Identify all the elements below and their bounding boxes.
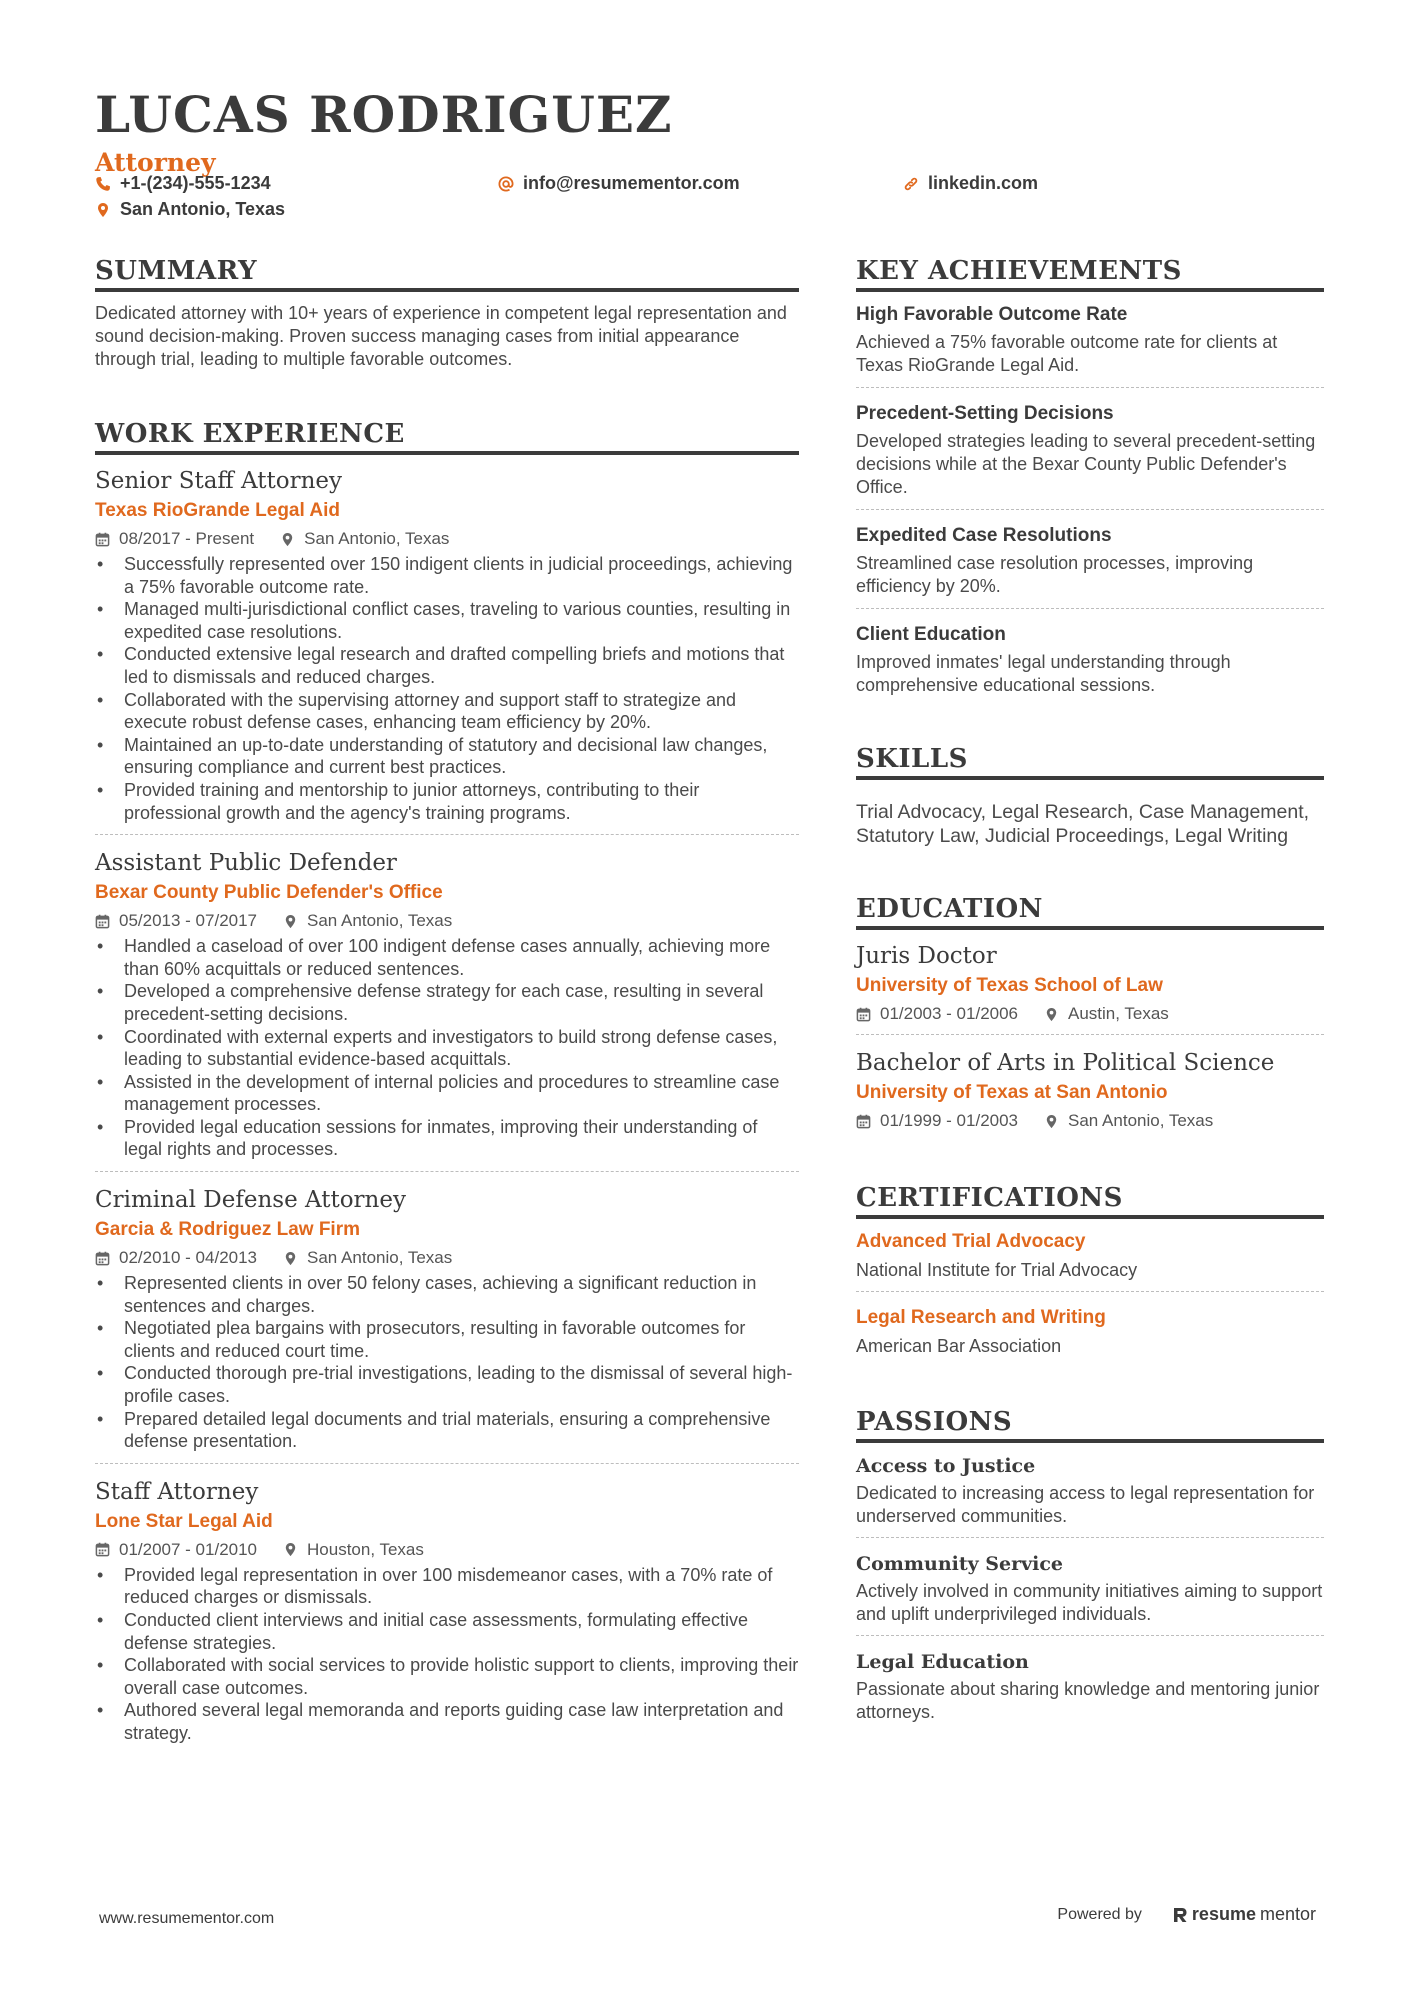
job-bullet: • Assisted in the development of internal policies and procedures to streamline case management processes. — [95, 1071, 799, 1116]
job-bullet: • Conducted extensive legal research and drafted compelling briefs and motions that led to dismissals and reduced charges. — [95, 643, 799, 688]
location-pin-icon — [95, 202, 111, 218]
job-company: Texas RioGrande Legal Aid — [95, 500, 340, 521]
job-bullet: • Maintained an up-to-date understanding of statutory and decisional law changes, ensuring compliance and current best practices. — [95, 734, 799, 779]
certification-title: Legal Research and Writing — [856, 1307, 1106, 1328]
at-icon — [498, 176, 514, 192]
dates-text: 01/1999 - 01/2003 — [880, 1111, 1019, 1130]
contact-phone — [95, 173, 271, 194]
skills-text: Trial Advocacy, Legal Research, Case Management, Statutory Law, Judicial Proceedings, Legal Writing — [856, 801, 1310, 847]
skills-section — [856, 742, 1324, 848]
job-entry — [95, 465, 799, 835]
job-bullet: • Prepared detailed legal documents and trial materials, ensuring a comprehensive defense presentation. — [95, 1408, 799, 1453]
job-role: Staff Attorney — [95, 1478, 259, 1505]
passion-item — [856, 1551, 1324, 1636]
footer-branding — [1057, 1904, 1316, 1925]
contact-linkedin[interactable] — [903, 173, 1038, 194]
passion-list — [856, 1453, 1324, 1733]
brand-name-part1: resume — [1191, 1904, 1256, 1924]
linkedin-text[interactable]: linkedin.com — [928, 173, 1039, 193]
resumementor-logo-icon — [1172, 1906, 1188, 1924]
location-pin-icon — [283, 1542, 298, 1557]
job-role: Criminal Defense Attorney — [95, 1187, 406, 1214]
certification-item — [856, 1305, 1324, 1367]
degree: Juris Doctor — [856, 943, 997, 969]
location-pin-icon — [280, 532, 295, 547]
job-bullet: • Collaborated with social services to provide holistic support to clients, improving their overall case outcomes. — [95, 1654, 799, 1699]
dates-text: 08/2017 - Present — [119, 529, 255, 548]
location — [283, 1246, 452, 1270]
dates — [95, 909, 257, 933]
location — [280, 527, 449, 551]
right-column — [856, 254, 1324, 1733]
location-text: Houston, Texas — [307, 1539, 424, 1559]
meta-row — [856, 1109, 1324, 1133]
calendar-icon — [856, 1007, 871, 1022]
passion-title: Community Service — [856, 1553, 1064, 1575]
candidate-title: Attorney — [95, 148, 216, 177]
achievement-item — [856, 302, 1324, 388]
dates-text: 05/2013 - 07/2017 — [119, 911, 258, 931]
location-text: Austin, Texas — [1068, 1004, 1169, 1023]
certifications-section — [856, 1181, 1324, 1367]
job-bullet: • Provided training and mentorship to junior attorneys, contributing to their professional growth and the agency's training programs. — [95, 779, 799, 824]
achievement-title: High Favorable Outcome Rate — [856, 304, 1128, 325]
job-bullet: • Collaborated with the supervising attorney and support staff to strategize and execute robust defense cases, enhancing team efficiency by 20%. — [95, 689, 799, 734]
degree: Bachelor of Arts in Political Science — [856, 1050, 1275, 1076]
certification-list — [856, 1229, 1324, 1367]
certification-issuer: American Bar Association — [856, 1336, 1062, 1356]
job-bullets — [95, 935, 799, 1161]
summary-section — [95, 254, 799, 371]
job-bullet: • Managed multi-jurisdictional conflict cases, traveling to various counties, resulting in expedited case resolutions. — [95, 598, 799, 643]
location-text: San Antonio, Texas — [120, 199, 286, 219]
summary-text: Dedicated attorney with 10+ years of experience in competent legal representation and sound decision-making. Proven success managing cases from initial appearance through trial, leading to multiple favorable outcomes. — [95, 303, 787, 369]
job-bullet: • Negotiated plea bargains with prosecutors, resulting in favorable outcomes for clients and reduced court time. — [95, 1317, 799, 1362]
passion-desc: Dedicated to increasing access to legal representation for underserved communities. — [856, 1483, 1315, 1526]
meta-row — [856, 1002, 1324, 1026]
meta-row — [95, 527, 799, 551]
job-bullet: • Provided legal education sessions for inmates, improving their understanding of legal rights and processes. — [95, 1116, 799, 1161]
job-entry — [95, 847, 799, 1172]
calendar-icon — [95, 1251, 110, 1266]
link-icon — [903, 176, 919, 192]
dates-text: 01/2007 - 01/2010 — [119, 1539, 258, 1559]
passion-desc: Passionate about sharing knowledge and mentoring junior attorneys. — [856, 1679, 1320, 1722]
resume-header — [95, 82, 1325, 178]
job-entry — [95, 1184, 799, 1464]
location-text: San Antonio, Texas — [307, 911, 453, 931]
passion-title: Access to Justice — [856, 1455, 1036, 1477]
achievement-item — [856, 523, 1324, 609]
email-text[interactable]: info@resumementor.com — [523, 173, 740, 193]
achievement-desc: Improved inmates' legal understanding through comprehensive educational sessions. — [856, 652, 1231, 695]
phone-text: +1-(234)-555-1234 — [120, 173, 271, 193]
footer-website[interactable]: www.resumementor.com — [99, 1910, 275, 1927]
certification-issuer: National Institute for Trial Advocacy — [856, 1260, 1138, 1280]
job-bullets — [95, 553, 799, 824]
location-pin-icon — [283, 1251, 298, 1266]
education-entry — [856, 1047, 1324, 1141]
location-text: San Antonio, Texas — [1068, 1111, 1214, 1130]
experience-heading: WORK EXPERIENCE — [95, 417, 799, 455]
passions-heading: PASSIONS — [856, 1405, 1324, 1443]
job-bullet: • Represented clients in over 50 felony cases, achieving a significant reduction in sentences and charges. — [95, 1272, 799, 1317]
calendar-icon — [856, 1114, 871, 1129]
job-bullets — [95, 1272, 799, 1453]
powered-by-text: Powered by — [1057, 1905, 1142, 1923]
achievement-item — [856, 401, 1324, 510]
location-text: San Antonio, Texas — [304, 529, 450, 548]
education-entry — [856, 940, 1324, 1035]
brand-logo[interactable] — [1172, 1904, 1316, 1925]
candidate-name: LUCAS RODRIGUEZ — [95, 85, 673, 144]
achievement-desc: Streamlined case resolution processes, improving efficiency by 20%. — [856, 553, 1254, 596]
achievement-title: Precedent-Setting Decisions — [856, 403, 1114, 424]
passion-item — [856, 1453, 1324, 1538]
left-column — [95, 254, 799, 1755]
dates — [95, 527, 254, 551]
job-bullet: • Conducted client interviews and initial case assessments, formulating effective defense strategies. — [95, 1609, 799, 1654]
location-pin-icon — [1044, 1007, 1059, 1022]
passion-title: Legal Education — [856, 1651, 1029, 1673]
achievements-heading: KEY ACHIEVEMENTS — [856, 254, 1324, 292]
job-list — [95, 465, 799, 1755]
location — [1044, 1002, 1169, 1026]
passions-section — [856, 1405, 1324, 1733]
job-bullet: • Handled a caseload of over 100 indigent defense cases annually, achieving more than 60% acquittals or reduced sentences. — [95, 935, 799, 980]
calendar-icon — [95, 1542, 110, 1557]
education-list — [856, 940, 1324, 1141]
achievement-title: Expedited Case Resolutions — [856, 525, 1112, 546]
location-pin-icon — [1044, 1114, 1059, 1129]
job-entry — [95, 1476, 799, 1755]
job-bullet: • Developed a comprehensive defense strategy for each case, resulting in several precedent-setting decisions. — [95, 980, 799, 1025]
location — [283, 1538, 424, 1562]
certification-item — [856, 1229, 1324, 1292]
dates — [95, 1246, 257, 1270]
calendar-icon — [95, 532, 110, 547]
meta-row — [95, 1246, 799, 1270]
passion-item — [856, 1649, 1324, 1733]
achievement-item — [856, 622, 1324, 707]
job-bullet: • Authored several legal memoranda and reports guiding case law interpretation and strategy. — [95, 1699, 799, 1744]
dates-text: 02/2010 - 04/2013 — [119, 1248, 258, 1268]
job-role: Assistant Public Defender — [95, 850, 397, 877]
achievement-title: Client Education — [856, 624, 1006, 645]
achievement-list — [856, 302, 1324, 707]
dates — [856, 1109, 1018, 1133]
phone-icon — [95, 176, 111, 192]
achievement-desc: Developed strategies leading to several precedent-setting decisions while at the Bexar County Public Defender's Office. — [856, 431, 1316, 497]
location — [283, 909, 452, 933]
job-bullet: • Conducted thorough pre-trial investigations, leading to the dismissal of several high-profile cases. — [95, 1362, 799, 1407]
summary-heading: SUMMARY — [95, 254, 799, 292]
job-company: Garcia & Rodriguez Law Firm — [95, 1219, 360, 1241]
achievement-desc: Achieved a 75% favorable outcome rate for clients at Texas RioGrande Legal Aid. — [856, 332, 1278, 375]
location-text: San Antonio, Texas — [307, 1248, 453, 1268]
education-section — [856, 892, 1324, 1141]
experience-section — [95, 417, 799, 1755]
location-pin-icon — [283, 914, 298, 929]
meta-row — [95, 1538, 799, 1562]
dates-text: 01/2003 - 01/2006 — [880, 1004, 1019, 1023]
job-company: Lone Star Legal Aid — [95, 1510, 273, 1532]
calendar-icon — [95, 914, 110, 929]
certifications-heading: CERTIFICATIONS — [856, 1181, 1324, 1219]
job-bullets — [95, 1564, 799, 1745]
dates — [856, 1002, 1018, 1026]
contact-email[interactable] — [498, 173, 740, 194]
education-heading: EDUCATION — [856, 892, 1324, 930]
contact-location — [95, 199, 285, 220]
meta-row — [95, 909, 799, 933]
dates — [95, 1538, 257, 1562]
school: University of Texas School of Law — [856, 975, 1163, 996]
skills-heading: SKILLS — [856, 742, 1324, 780]
job-company: Bexar County Public Defender's Office — [95, 882, 443, 904]
achievements-section — [856, 254, 1324, 707]
school: University of Texas at San Antonio — [856, 1082, 1168, 1103]
passion-desc: Actively involved in community initiatives aiming to support and uplift underprivileged individuals. — [856, 1581, 1323, 1624]
job-bullet: • Successfully represented over 150 indigent clients in judicial proceedings, achieving a 75% favorable outcome rate. — [95, 553, 799, 598]
job-bullet: • Provided legal representation in over 100 misdemeanor cases, with a 70% rate of reduced charges or dismissals. — [95, 1564, 799, 1609]
job-role: Senior Staff Attorney — [95, 468, 343, 494]
certification-title: Advanced Trial Advocacy — [856, 1231, 1086, 1252]
job-bullet: • Coordinated with external experts and investigators to build strong defense cases, leading to substantial evidence-based acquittals. — [95, 1026, 799, 1071]
brand-name-part2: mentor — [1259, 1904, 1316, 1924]
location — [1044, 1109, 1213, 1133]
